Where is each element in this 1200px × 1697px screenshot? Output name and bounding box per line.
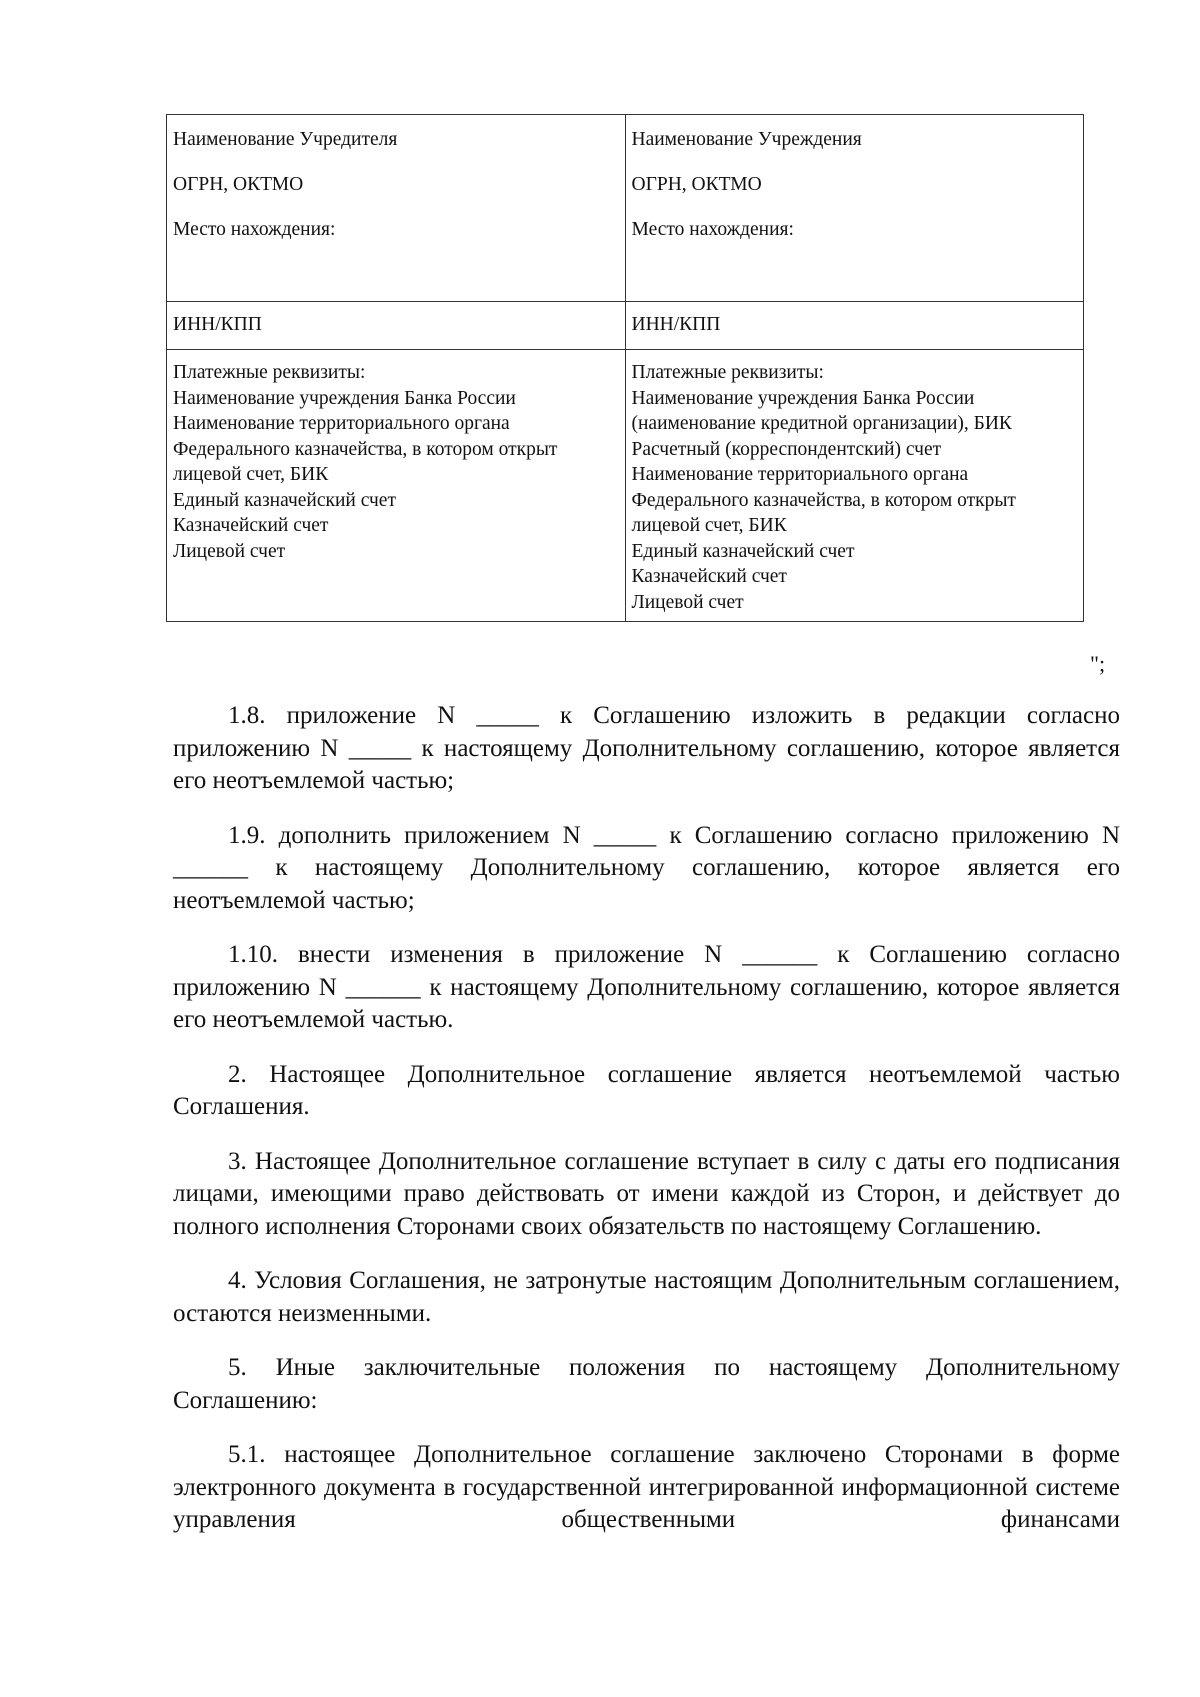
institution-payment-line: Расчетный (корреспондентский) счет (631, 438, 942, 460)
institution-payment-line: Лицевой счет (631, 591, 744, 613)
requisites-table (166, 114, 1084, 622)
founder-ogrn: ОГРН, ОКТМО (173, 174, 304, 195)
institution-payment-line: Наименование учреждения Банка России (631, 387, 975, 409)
paragraph-1-9: 1.9. дополнить приложением N _____ к Соглашению согласно приложению N ______ к настоящему Дополнительному соглашению, которое является его неотъемлемой частью; (173, 821, 1120, 914)
institution-name: Наименование Учреждения (631, 129, 862, 150)
requisites-row-inn (167, 302, 1084, 350)
paragraph-3: 3. Настоящее Дополнительное соглашение вступает в силу с даты его подписания лицами, имеющими право действовать от имени каждой из Сторон, и действует до полного исполнения Сторонами своих обязательств по настоящему Соглашению. (173, 1147, 1120, 1240)
institution-name-cell (625, 115, 1084, 302)
paragraph-4: 4. Условия Соглашения, не затронутые настоящим Дополнительным соглашением, остаются неизменными. (173, 1267, 1120, 1327)
founder-payment-line: Единый казначейский счет (173, 489, 396, 511)
institution-payment-line: Казначейский счет (631, 566, 787, 587)
document-body (173, 700, 1120, 1559)
closing-quote: "; (1090, 651, 1106, 676)
founder-payment-line: Наименование территориального органа (173, 413, 510, 434)
institution-payment-line: лицевой счет, БИК (631, 515, 787, 536)
institution-payment-line: Наименование территориального органа (631, 464, 969, 485)
founder-name-cell (167, 115, 626, 302)
institution-payment-line: (наименование кредитной организации), БИК (631, 413, 1012, 434)
institution-inn: ИНН/КПП (631, 314, 721, 335)
founder-name: Наименование Учредителя (173, 129, 398, 150)
institution-payment-line: Платежные реквизиты: (631, 362, 824, 383)
paragraph-5-1: 5.1. настоящее Дополнительное соглашение заключено Сторонами в форме электронного документа в государственной интегрированной информационной системе управления общественными финансами (173, 1441, 1120, 1533)
institution-ogrn: ОГРН, ОКТМО (631, 174, 762, 195)
paragraph-5: 5. Иные заключительные положения по настоящему Дополнительному Соглашению: (173, 1354, 1120, 1414)
founder-payment-line: Наименование учреждения Банка России (173, 387, 516, 409)
institution-payment-cell (625, 350, 1084, 622)
founder-inn: ИНН/КПП (173, 314, 262, 335)
paragraph-2: 2. Настоящее Дополнительное соглашение является неотъемлемой частью Соглашения. (173, 1060, 1120, 1120)
founder-inn-cell (167, 302, 626, 350)
requisites-row-payment (167, 350, 1084, 622)
requisites-row-name (167, 115, 1084, 302)
founder-location: Место нахождения: (173, 219, 336, 240)
founder-payment-line: Платежные реквизиты: (173, 362, 366, 383)
institution-payment-line: Федерального казначейства, в котором открыт (631, 489, 1016, 511)
paragraph-1-8: 1.8. приложение N _____ к Соглашению изложить в редакции согласно приложению N _____ к настоящему Дополнительному соглашению, которое является его неотъемлемой частью; (173, 702, 1120, 794)
founder-payment-cell (167, 350, 626, 622)
founder-payment-line: лицевой счет, БИК (173, 464, 329, 485)
paragraph-1-10: 1.10. внести изменения в приложение N ______ к Соглашению согласно приложению N ______ к настоящему Дополнительному соглашению, которое является его неотъемлемой частью. (173, 941, 1120, 1033)
institution-inn-cell (625, 302, 1084, 350)
institution-payment-line: Единый казначейский счет (631, 540, 855, 562)
institution-location: Место нахождения: (631, 219, 794, 240)
founder-payment-line: Лицевой счет (173, 540, 286, 562)
founder-payment-line: Казначейский счет (173, 515, 329, 536)
founder-payment-line: Федерального казначейства, в котором открыт (173, 438, 558, 460)
